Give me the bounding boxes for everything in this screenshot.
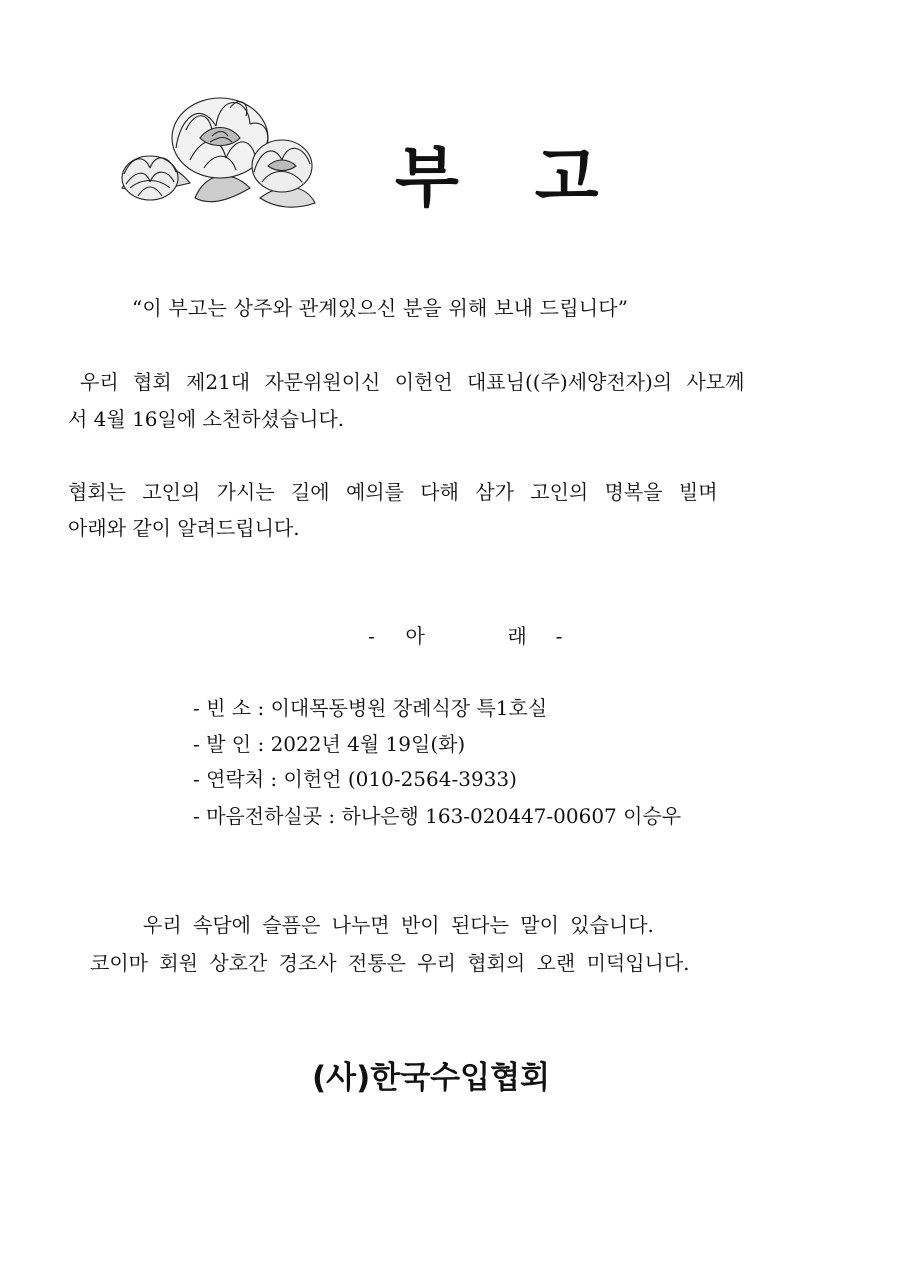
notice-heading <box>368 626 562 646</box>
detail-contact: - 연락처 : 이헌언 (010-2564-3933) <box>193 767 517 791</box>
closing-line-2: 코이마 회원 상호간 경조사 전통은 우리 협회의 오랜 미덕입니다. <box>90 951 690 975</box>
title-char-2: 고 <box>534 138 605 216</box>
condolence-line-2: 아래와 같이 알려드립니다. <box>68 516 300 540</box>
page-title <box>395 126 625 216</box>
heading-char-2: 래 <box>507 624 527 648</box>
chrysanthemum-icon <box>110 88 325 218</box>
detail-funeral-date: - 발 인 : 2022년 4월 19일(화) <box>193 732 466 756</box>
closing-line-1: 우리 속담에 슬픔은 나누면 반이 된다는 말이 있습니다. <box>143 913 654 937</box>
detail-funeral-hall: - 빈 소 : 이대목동병원 장례식장 특1호실 <box>193 696 548 720</box>
announcement-line-2: 서 4월 16일에 소천하셨습니다. <box>68 407 345 431</box>
condolence-line-1: 협회는 고인의 가시는 길에 예의를 다해 삼가 고인의 명복을 빌며 <box>68 480 718 504</box>
heading-dash-left: - <box>368 624 375 648</box>
title-char-1: 부 <box>395 138 465 216</box>
intro-quote: “이 부고는 상주와 관계있으신 분을 위해 보내 드립니다” <box>132 296 629 320</box>
organization-name: (사)한국수입협회 <box>312 1060 550 1096</box>
heading-dash-right: - <box>555 624 563 648</box>
announcement-line-1: 우리 협회 제21대 자문위원이신 이헌언 대표님((주)세양전자)의 사모께 <box>80 370 745 394</box>
detail-bank-account: - 마음전하실곳 : 하나은행 163-020447-00607 이승우 <box>193 804 682 828</box>
heading-char-1: 아 <box>405 624 425 648</box>
